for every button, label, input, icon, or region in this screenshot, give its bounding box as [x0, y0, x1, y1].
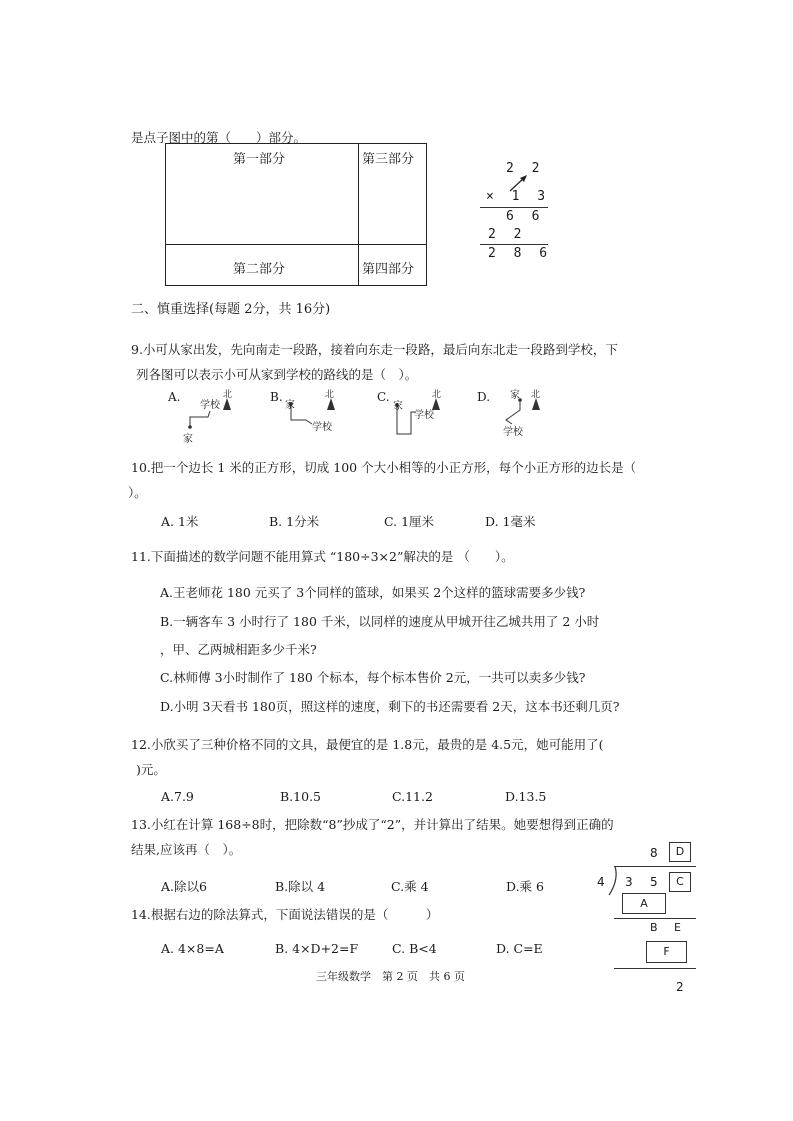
section-2-heading: 二、慎重选择(每题 2分，共 16分)	[131, 302, 331, 317]
q11-option-c: C.林师傅 3小时制作了 180 个标本，每个标本售价 2元，一共可以卖多少钱?	[160, 670, 586, 685]
q9-option-c-letter: C.	[377, 390, 390, 404]
page-footer: 三年级数学 第 2 页 共 6 页	[316, 970, 465, 983]
q11-option-d: D.小明 3天看书 180页，照这样的速度，剩下的书还需要看 2天，这本书还剩几页?	[160, 699, 620, 714]
division-dividend-digit-2: 5	[650, 875, 658, 889]
q9-a-home: 家	[183, 434, 193, 445]
division-row-e: E	[674, 921, 681, 934]
q10-option-b: B. 1分米	[269, 514, 320, 529]
q9-a-north: 北	[223, 390, 233, 400]
cell-part-1: 第一部分	[233, 152, 286, 167]
division-quotient-digit: 8	[650, 846, 658, 860]
cell-part-2: 第二部分	[233, 262, 286, 277]
q9-c-home: 家	[393, 401, 403, 412]
division-dividend-digit-1: 3	[625, 875, 633, 889]
q9-c-school: 学校	[414, 410, 434, 421]
q13-option-d: D.乘 6	[506, 879, 544, 894]
q12-line-2: )元。	[136, 762, 166, 777]
division-rule-1	[614, 918, 696, 919]
q9-line-2: 列各图可以表示小可从家到学校的路线的是（ ）。	[136, 367, 418, 382]
intro-line: 是点子图中的第（ ）部分。	[131, 130, 307, 145]
q9-b-school: 学校	[312, 422, 332, 433]
division-top-bar	[614, 866, 696, 867]
mult-rule-1	[480, 207, 548, 208]
q11-option-a: A.王老师花 180 元买了 3个同样的篮球，如果买 2个这样的篮球需要多少钱?	[160, 585, 586, 600]
q9-option-d-letter: D.	[477, 390, 491, 404]
q12-option-b: B.10.5	[280, 789, 321, 804]
division-remainder: 2	[676, 980, 684, 994]
q12-line-1: 12.小欣买了三种价格不同的文具，最便宜的是 1.8元，最贵的是 4.5元，她可能用了(	[131, 737, 604, 752]
q13-line-1: 13.小红在计算 168÷8时，把除数“8”抄成了“2”，并计算出了结果。她要想得到正确的	[131, 817, 614, 832]
q13-option-b: B.除以 4	[275, 879, 326, 894]
mult-partial-1: 6 6	[506, 209, 545, 224]
q11-option-b-line-2: ，甲、乙两城相距多少千米?	[160, 642, 317, 657]
division-bracket-icon	[606, 866, 620, 896]
q13-option-a: A.除以6	[161, 879, 207, 894]
q14-option-d: D. C=E	[496, 941, 543, 956]
table-vertical-divider	[358, 143, 359, 286]
division-row-b: B	[650, 921, 658, 934]
mult-result: 2 8 6	[488, 246, 553, 261]
q10-option-c: C. 1厘米	[384, 514, 435, 529]
mult-partial-2: 2 2	[488, 227, 527, 242]
q14-line-1: 14.根据右边的除法算式，下面说法错误的是（ ）	[131, 907, 439, 922]
table-horizontal-divider	[165, 244, 427, 245]
q10-line-2: ）。	[128, 485, 147, 500]
q11-option-b-line-1: B.一辆客车 3 小时行了 180 千米，以同样的速度从甲城开往乙城共用了 2 小时	[160, 614, 600, 629]
q11-line-1: 11.下面描述的数学问题不能用算式 “180÷3×2”解决的是 （ ）。	[131, 549, 514, 564]
q12-option-a: A.7.9	[161, 789, 194, 804]
q9-b-north: 北	[325, 390, 335, 400]
q12-option-c: C.11.2	[392, 789, 433, 804]
cell-part-3: 第三部分	[362, 152, 415, 167]
q9-b-home: 家	[285, 400, 295, 411]
q9-c-north: 北	[432, 390, 442, 400]
q14-option-a: A. 4×8=A	[161, 941, 224, 956]
division-box-d: D	[669, 842, 691, 862]
q10-option-a: A. 1米	[161, 514, 199, 529]
q13-option-c: C.乘 4	[391, 879, 429, 894]
q9-a-school: 学校	[200, 400, 220, 411]
q9-line-1: 9.小可从家出发，先向南走一段路，接着向东走一段路，最后向东北走一段路到学校，下	[131, 342, 618, 357]
cell-part-4: 第四部分	[362, 262, 415, 277]
q9-d-north: 北	[531, 390, 541, 400]
mult-rule-2	[480, 244, 548, 245]
q10-option-d: D. 1毫米	[485, 514, 536, 529]
q9-d-home: 家	[510, 390, 520, 401]
division-rule-2	[614, 968, 696, 969]
division-box-f: F	[646, 941, 687, 963]
division-box-a: A	[622, 893, 666, 914]
q9-option-a-letter: A.	[168, 390, 181, 404]
division-box-c: C	[669, 872, 691, 892]
q13-line-2: 结果,应该再（ ）。	[131, 842, 242, 857]
division-divisor: 4	[597, 875, 605, 889]
q14-option-c: C. B<4	[392, 941, 437, 956]
mult-operator-row: × 1 3	[486, 189, 551, 204]
q10-line-1: 10.把一个边长 1 米的正方形，切成 100 个大小相等的小正方形，每个小正方形的边长是（	[131, 460, 637, 475]
q9-option-b-letter: B.	[270, 390, 283, 404]
q12-option-d: D.13.5	[505, 789, 547, 804]
mult-top: 2 2	[506, 161, 545, 176]
q14-option-b: B. 4×D+2=F	[275, 941, 359, 956]
q9-d-school: 学校	[503, 427, 523, 438]
